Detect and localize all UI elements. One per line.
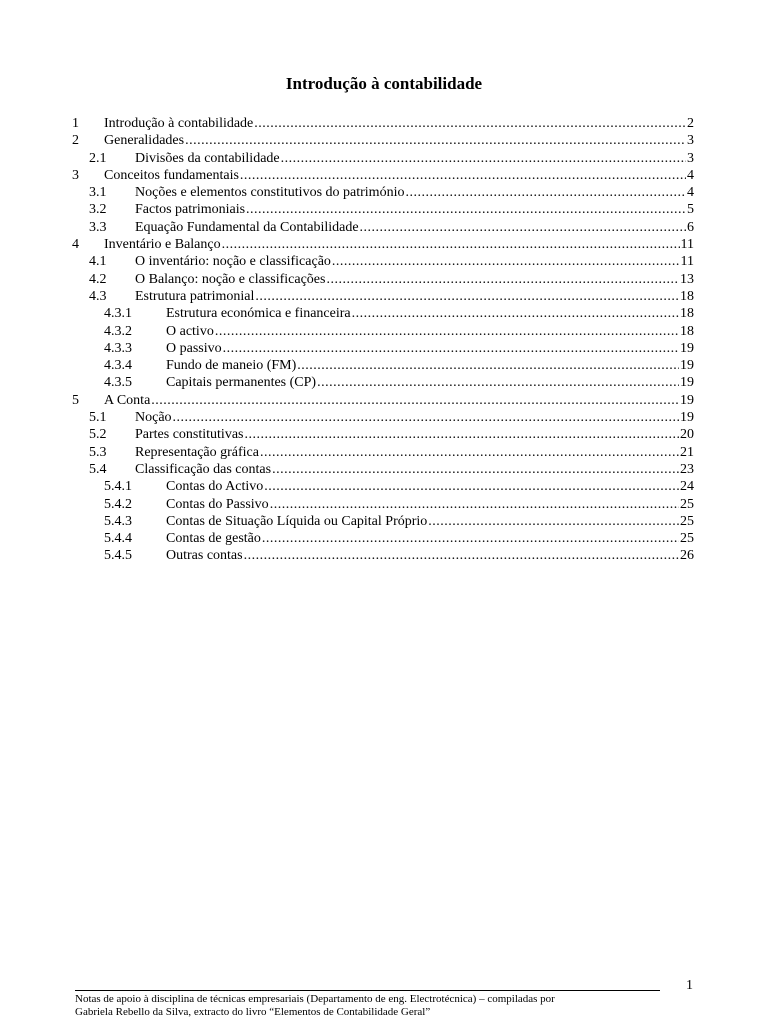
toc-dot-leader	[151, 392, 679, 409]
toc-entry-label: Noção	[135, 410, 172, 426]
toc-entry-body	[104, 392, 694, 409]
toc-entry[interactable]	[72, 201, 694, 218]
toc-entry-number: 5.4.2	[104, 496, 132, 512]
toc-entry-label: Introdução à contabilidade	[104, 116, 254, 131]
toc-entry-body	[166, 478, 694, 495]
toc-entry-page: 19	[680, 375, 694, 391]
toc-entry[interactable]	[72, 426, 694, 443]
toc-entry-number: 4.3.1	[104, 306, 132, 322]
toc-entry[interactable]	[72, 150, 694, 167]
footer-note-line: Notas de apoio à disciplina de técnicas empresariais (Departamento de eng. Electrotécnica) – compiladas por	[75, 993, 555, 1005]
toc-entry-body	[135, 184, 694, 201]
toc-entry-number: 4.3.5	[104, 375, 132, 391]
page-number: 1	[686, 978, 693, 993]
toc-dot-leader	[428, 513, 679, 530]
toc-entry-label: Divisões da contabilidade	[135, 150, 280, 166]
toc-entry-page: 6	[687, 219, 694, 235]
toc-entry-page: 18	[680, 306, 694, 322]
toc-entry[interactable]	[72, 392, 694, 409]
toc-dot-leader	[332, 253, 680, 270]
toc-entry-page: 13	[680, 271, 694, 287]
toc-entry-page: 25	[680, 513, 694, 529]
toc-entry-page: 25	[680, 531, 694, 547]
toc-dot-leader	[405, 184, 686, 201]
toc-dot-leader	[244, 547, 679, 564]
toc-entry[interactable]	[72, 547, 694, 564]
toc-entry-label: A Conta	[104, 392, 151, 408]
toc-entry-body	[135, 409, 694, 426]
toc-entry-number: 4.3.4	[104, 358, 132, 374]
toc-entry-label: O Balanço: noção e classificações	[135, 271, 326, 287]
toc-entry-body	[135, 271, 694, 288]
toc-dot-leader	[223, 340, 679, 357]
toc-entry-number: 4.3.3	[104, 340, 132, 356]
toc-entry-label: Contas do Activo	[166, 479, 264, 495]
toc-entry[interactable]	[72, 132, 694, 149]
toc-entry-number: 1	[72, 116, 79, 131]
toc-entry-body	[135, 219, 694, 236]
toc-entry[interactable]	[72, 288, 694, 305]
toc-entry-number: 5.4.4	[104, 531, 132, 547]
toc-entry-page: 25	[680, 496, 694, 512]
toc-dot-leader	[255, 288, 679, 305]
toc-dot-leader	[222, 236, 680, 253]
footer-note	[75, 993, 695, 1019]
toc-entry-number: 4.3.2	[104, 323, 132, 339]
toc-entry-body	[135, 288, 694, 305]
toc-entry-body	[166, 323, 694, 340]
toc-entry-page: 3	[687, 133, 694, 149]
toc-entry[interactable]	[72, 530, 694, 547]
toc-dot-leader	[245, 426, 680, 443]
toc-entry-label: Conceitos fundamentais	[104, 167, 239, 183]
toc-entry-label: Contas de gestão	[166, 531, 261, 547]
toc-entry-number: 3.1	[89, 185, 107, 201]
toc-entry[interactable]	[72, 496, 694, 513]
toc-entry[interactable]	[72, 167, 694, 184]
toc-entry[interactable]	[72, 444, 694, 461]
toc-entry-body	[135, 253, 694, 270]
toc-entry-number: 5.4.1	[104, 479, 132, 495]
toc-entry-body	[104, 132, 694, 149]
footer-divider	[75, 990, 660, 991]
toc-entry[interactable]	[72, 513, 694, 530]
toc-entry-number: 4.2	[89, 271, 107, 287]
toc-dot-leader	[185, 132, 686, 149]
toc-entry-number: 5.4.5	[104, 548, 132, 564]
toc-entry-page: 5	[687, 202, 694, 218]
footer-note-line: Gabriela Rebello da Silva, extracto do livro “Elementos de Contabilidade Geral”	[75, 1006, 431, 1018]
toc-entry-body	[135, 150, 694, 167]
toc-entry-label: Fundo de maneio (FM)	[166, 358, 297, 374]
toc-dot-leader	[246, 201, 686, 218]
toc-entry-number: 3.3	[89, 219, 107, 235]
toc-entry-page: 3	[687, 150, 694, 166]
toc-entry-number: 2.1	[89, 150, 107, 166]
toc-entry-number: 5.2	[89, 427, 107, 443]
toc-entry-label: Noções e elementos constitutivos do património	[135, 185, 405, 201]
toc-entry-label: Contas de Situação Líquida ou Capital Próprio	[166, 513, 428, 529]
toc-entry-number: 2	[72, 133, 79, 149]
toc-entry-page: 24	[680, 479, 694, 495]
toc-entry[interactable]	[72, 184, 694, 201]
toc-entry-body	[166, 305, 694, 322]
toc-entry[interactable]	[72, 271, 694, 288]
toc-entry-number: 4.1	[89, 254, 107, 270]
toc-entry-page: 11	[680, 254, 694, 270]
toc-entry-label: Outras contas	[166, 548, 243, 564]
toc-entry-number: 5	[72, 392, 79, 408]
toc-entry-body	[104, 115, 694, 132]
toc-dot-leader	[173, 409, 679, 426]
toc-dot-leader	[360, 219, 686, 236]
page-title: Introdução à contabilidade	[285, 74, 483, 93]
toc-entry-label: O activo	[166, 323, 214, 339]
toc-entry-number: 4	[72, 237, 79, 253]
toc-entry-number: 5.4	[89, 461, 107, 477]
toc-entry[interactable]	[72, 115, 694, 132]
toc-dot-leader	[262, 530, 679, 547]
toc-entry-label: Estrutura económica e financeira	[166, 306, 351, 322]
toc-entry-page: 2	[687, 116, 694, 131]
toc-dot-leader	[240, 167, 686, 184]
toc-entry-page: 4	[687, 167, 694, 183]
toc-entry[interactable]	[72, 340, 694, 357]
toc-entry[interactable]	[72, 461, 694, 478]
toc-entry-page: 4	[687, 185, 694, 201]
toc-dot-leader	[215, 323, 679, 340]
toc-dot-leader	[272, 461, 679, 478]
toc-entry-label: Capitais permanentes (CP)	[166, 375, 317, 391]
toc-dot-leader	[326, 271, 679, 288]
toc-entry-page: 20	[680, 427, 694, 443]
toc-entry-label: Contas do Passivo	[166, 496, 269, 512]
toc-entry-page: 19	[680, 358, 694, 374]
toc-entry-page: 18	[680, 288, 694, 304]
toc-entry-label: Generalidades	[104, 133, 185, 149]
toc-entry-number: 4.3	[89, 288, 107, 304]
toc-entry-page: 21	[680, 444, 694, 460]
toc-dot-leader	[297, 357, 679, 374]
toc-entry-label: Factos patrimoniais	[135, 202, 246, 218]
toc-entry-body	[166, 530, 694, 547]
toc-dot-leader	[254, 115, 686, 132]
toc-entry-body	[166, 357, 694, 374]
toc-entry-body	[104, 236, 694, 253]
toc-entry-body	[166, 547, 694, 564]
toc-dot-leader	[317, 374, 679, 391]
toc-entry-body	[135, 426, 694, 443]
toc-dot-leader	[352, 305, 679, 322]
toc-entry[interactable]	[72, 374, 694, 391]
toc-entry-page: 18	[680, 323, 694, 339]
toc-entry[interactable]	[72, 253, 694, 270]
toc-entry-page: 19	[680, 340, 694, 356]
toc-entry-page: 19	[680, 392, 694, 408]
table-of-contents	[72, 115, 694, 565]
toc-entry[interactable]	[72, 305, 694, 322]
toc-entry-number: 5.1	[89, 410, 107, 426]
toc-entry-label: Partes constitutivas	[135, 427, 244, 443]
toc-entry-label: Representação gráfica	[135, 444, 259, 460]
toc-entry[interactable]	[72, 478, 694, 495]
toc-entry[interactable]	[72, 236, 694, 253]
toc-entry-number: 5.3	[89, 444, 107, 460]
toc-entry-page: 26	[680, 548, 694, 564]
toc-entry-body	[135, 461, 694, 478]
toc-entry[interactable]	[72, 219, 694, 236]
toc-entry[interactable]	[72, 323, 694, 340]
toc-entry-page: 11	[680, 237, 694, 253]
toc-entry-label: Classificação das contas	[135, 461, 272, 477]
toc-dot-leader	[264, 478, 679, 495]
toc-dot-leader	[281, 150, 686, 167]
toc-entry-body	[104, 167, 694, 184]
toc-entry-body	[166, 374, 694, 391]
toc-entry-body	[135, 201, 694, 218]
toc-entry-page: 19	[680, 410, 694, 426]
toc-entry-number: 3	[72, 167, 79, 183]
toc-entry-body	[166, 513, 694, 530]
toc-entry-label: Estrutura patrimonial	[135, 288, 255, 304]
toc-entry-label: Equação Fundamental da Contabilidade	[135, 219, 359, 235]
toc-entry-label: O passivo	[166, 340, 222, 356]
toc-entry[interactable]	[72, 357, 694, 374]
toc-entry-page: 23	[680, 461, 694, 477]
toc-entry-body	[166, 496, 694, 513]
toc-entry-label: O inventário: noção e classificação	[135, 254, 331, 270]
toc-entry[interactable]	[72, 409, 694, 426]
toc-entry-label: Inventário e Balanço	[104, 237, 221, 253]
toc-entry-body	[135, 444, 694, 461]
toc-dot-leader	[270, 496, 679, 513]
toc-entry-number: 3.2	[89, 202, 107, 218]
toc-entry-number: 5.4.3	[104, 513, 132, 529]
toc-dot-leader	[260, 444, 679, 461]
toc-entry-body	[166, 340, 694, 357]
